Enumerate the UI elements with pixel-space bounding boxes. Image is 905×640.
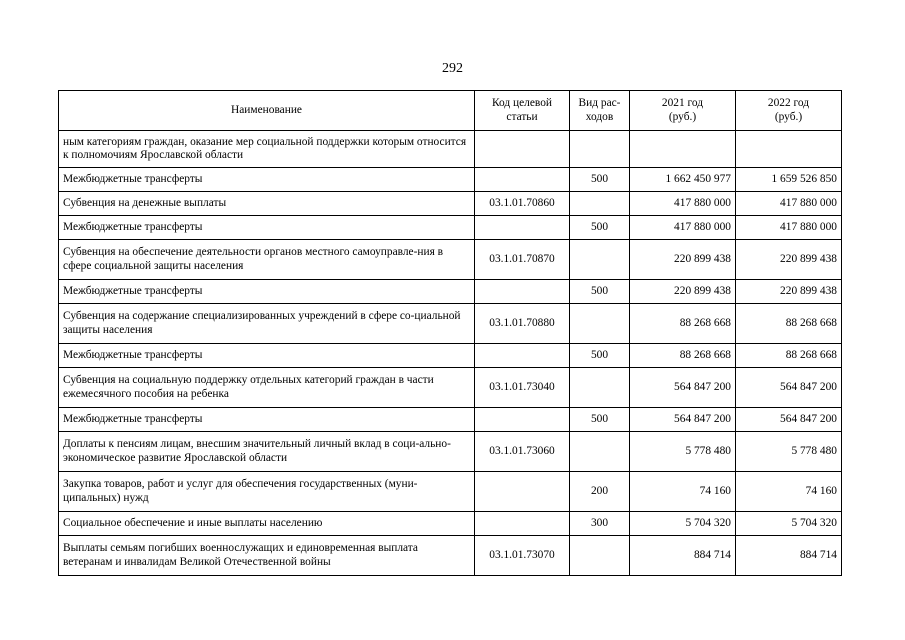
cell-name: Доплаты к пенсиям лицам, внесшим значительный личный вклад в соци-ально-экономическое развитие Ярославской области: [59, 432, 475, 472]
cell-2022: 220 899 438: [736, 280, 842, 304]
cell-2022: 417 880 000: [736, 192, 842, 216]
header-2021: 2021 год (руб.): [630, 91, 736, 131]
cell-2021: 220 899 438: [630, 240, 736, 280]
table-row: [59, 216, 842, 240]
cell-kind: 300: [570, 512, 630, 536]
header-name: Наименование: [59, 91, 475, 131]
cell-name: Выплаты семьям погибших военнослужащих и единовременная выплата ветеранам и инвалидам Великой Отечественной войны: [59, 536, 475, 576]
cell-name: Социальное обеспечение и иные выплаты населению: [59, 512, 475, 536]
cell-2022: 1 659 526 850: [736, 168, 842, 192]
table-row: [59, 536, 842, 576]
cell-2022: 564 847 200: [736, 408, 842, 432]
cell-name: Межбюджетные трансферты: [59, 280, 475, 304]
cell-code: 03.1.01.73040: [475, 368, 570, 408]
cell-2022: 74 160: [736, 472, 842, 512]
cell-code: [475, 512, 570, 536]
table-row: [59, 280, 842, 304]
table-row: [59, 408, 842, 432]
table-row: [59, 240, 842, 280]
cell-kind: [570, 368, 630, 408]
cell-name: Межбюджетные трансферты: [59, 216, 475, 240]
cell-kind: 200: [570, 472, 630, 512]
cell-name: Субвенция на денежные выплаты: [59, 192, 475, 216]
cell-2021: 1 662 450 977: [630, 168, 736, 192]
cell-code: [475, 472, 570, 512]
cell-kind: [570, 240, 630, 280]
cell-kind: [570, 304, 630, 344]
budget-table: [58, 90, 842, 576]
cell-2021: 5 778 480: [630, 432, 736, 472]
cell-code: 03.1.01.73070: [475, 536, 570, 576]
cell-name: Закупка товаров, работ и услуг для обеспечения государственных (муни-ципальных) нужд: [59, 472, 475, 512]
cell-2021: 220 899 438: [630, 280, 736, 304]
cell-2022: 88 268 668: [736, 344, 842, 368]
table-row: [59, 192, 842, 216]
cell-name: Субвенция на социальную поддержку отдельных категорий граждан в части ежемесячного пособия на ребенка: [59, 368, 475, 408]
header-2022: 2022 год (руб.): [736, 91, 842, 131]
cell-kind: [570, 131, 630, 168]
cell-2021: 417 880 000: [630, 192, 736, 216]
cell-kind: 500: [570, 216, 630, 240]
cell-code: 03.1.01.73060: [475, 432, 570, 472]
table-row: [59, 168, 842, 192]
cell-kind: 500: [570, 168, 630, 192]
header-code: Код целевой статьи: [475, 91, 570, 131]
cell-2022: 417 880 000: [736, 216, 842, 240]
cell-2022: 220 899 438: [736, 240, 842, 280]
cell-2021: 74 160: [630, 472, 736, 512]
cell-name: Межбюджетные трансферты: [59, 168, 475, 192]
cell-kind: 500: [570, 280, 630, 304]
cell-code: [475, 280, 570, 304]
cell-code: 03.1.01.70870: [475, 240, 570, 280]
table-header-row: [59, 91, 842, 131]
cell-name: Межбюджетные трансферты: [59, 344, 475, 368]
cell-kind: 500: [570, 344, 630, 368]
cell-code: [475, 131, 570, 168]
cell-code: [475, 168, 570, 192]
cell-code: 03.1.01.70860: [475, 192, 570, 216]
cell-2021: 884 714: [630, 536, 736, 576]
cell-name: Межбюджетные трансферты: [59, 408, 475, 432]
cell-name: Субвенция на обеспечение деятельности органов местного самоуправле-ния в сфере социальной защиты населения: [59, 240, 475, 280]
header-kind: Вид рас- ходов: [570, 91, 630, 131]
cell-2021: [630, 131, 736, 168]
cell-code: 03.1.01.70880: [475, 304, 570, 344]
cell-2022: 5 778 480: [736, 432, 842, 472]
table-row: [59, 472, 842, 512]
cell-kind: 500: [570, 408, 630, 432]
table-row: [59, 512, 842, 536]
cell-code: [475, 216, 570, 240]
table-row: [59, 344, 842, 368]
cell-2021: 564 847 200: [630, 368, 736, 408]
cell-2021: 88 268 668: [630, 344, 736, 368]
cell-kind: [570, 432, 630, 472]
cell-2021: 564 847 200: [630, 408, 736, 432]
cell-2021: 5 704 320: [630, 512, 736, 536]
cell-2022: 884 714: [736, 536, 842, 576]
table-row: [59, 432, 842, 472]
cell-2021: 88 268 668: [630, 304, 736, 344]
cell-name: Субвенция на содержание специализированных учреждений в сфере со-циальной защиты населения: [59, 304, 475, 344]
cell-2022: 564 847 200: [736, 368, 842, 408]
cell-2021: 417 880 000: [630, 216, 736, 240]
cell-name: ным категориям граждан, оказание мер социальной поддержки которым относится к полномочиям Ярославской области: [59, 131, 475, 168]
cell-2022: 88 268 668: [736, 304, 842, 344]
cell-kind: [570, 536, 630, 576]
cell-kind: [570, 192, 630, 216]
table-row: [59, 368, 842, 408]
page-number: 292: [442, 61, 463, 76]
cell-code: [475, 408, 570, 432]
cell-2022: [736, 131, 842, 168]
table-row: [59, 304, 842, 344]
table-row: [59, 131, 842, 168]
cell-code: [475, 344, 570, 368]
cell-2022: 5 704 320: [736, 512, 842, 536]
table-body: [59, 131, 842, 576]
